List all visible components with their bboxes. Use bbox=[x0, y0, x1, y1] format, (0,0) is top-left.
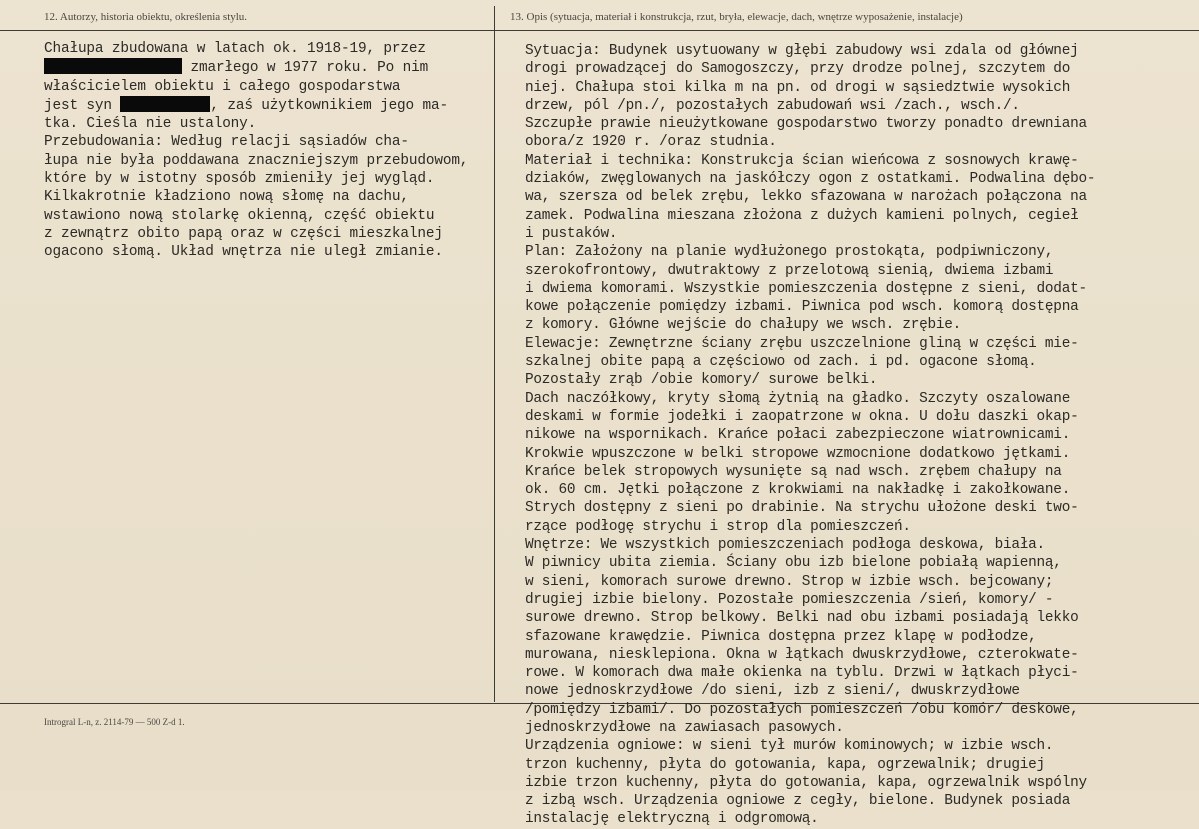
history-line: zmarłego w 1977 roku. Po nim bbox=[182, 60, 429, 77]
description-line: nikowe na wspornikach. Krańce połaci zabezpieczone wiatrownicami. bbox=[525, 427, 1071, 444]
description-line: i pustaków. bbox=[525, 225, 618, 242]
description-line: /pomiędzy izbami/. Do pozostałych pomieszczeń /obu komór/ deskowe, bbox=[525, 701, 1079, 718]
description-line: Krańce belek stropowych wysunięte są nad wsch. zrębem chałupy na bbox=[525, 463, 1062, 480]
history-line: które by w istotny sposób zmieniły jej wygląd. bbox=[44, 171, 435, 188]
history-line: Kilkakrotnie kładziono nową słomę na dachu, bbox=[44, 189, 409, 206]
description-line: szerokofrontowy, dwutraktowy z przelotową sienią, dwiema izbami bbox=[525, 262, 1054, 279]
description-line: Plan: Założony na planie wydłużonego prostokąta, podpiwniczony, bbox=[525, 244, 1054, 261]
description-line: instalację elektryczną i odgromową. bbox=[525, 811, 819, 828]
description-line: jednoskrzydłowe na zawiasach pasowych. bbox=[525, 719, 844, 736]
description-line: ok. 60 cm. Jętki połączone z krokwiami na nakładkę i zakołkowane. bbox=[525, 482, 1071, 499]
description-line: z izbą wsch. Urządzenia ogniowe z cegły, bielone. Budynek posiada bbox=[525, 793, 1071, 810]
history-line: jest syn bbox=[44, 97, 121, 114]
description-line: izbie trzon kuchenny, płyta do gotowania, kapa, ogrzewalnik wspólny bbox=[525, 774, 1087, 791]
description-line: wa, szersza od belek zrębu, lekko sfazowana w narożach połączona na bbox=[525, 189, 1087, 206]
description-line: Dach naczółkowy, kryty słomą żytnią na gładko. Szczyty oszalowane bbox=[525, 390, 1071, 407]
description-line: Sytuacja: Budynek usytuowany w głębi zabudowy wsi zdala od głównej bbox=[525, 43, 1079, 59]
description-line: kowe połączenie pomiędzy izbami. Piwnica pod wsch. komorą dostępna bbox=[525, 299, 1079, 316]
description-line: rowe. W komorach dwa małe okienka na tyblu. Drzwi w łątkach płyci- bbox=[525, 665, 1079, 682]
description-line: surowe drewno. Strop belkowy. Belki nad obu izbami posiadają lekko bbox=[525, 610, 1079, 627]
history-line: właścicielem obiektu i całego gospodarstwa bbox=[44, 78, 401, 95]
description-line: Krokwie wpuszczone w belki stropowe wzmocnione dodatkowo jętkami. bbox=[525, 445, 1071, 462]
history-line: łupa nie była poddawana znaczniejszym przebudowom, bbox=[44, 152, 469, 169]
redacted-name-block bbox=[44, 58, 182, 74]
top-rule bbox=[0, 30, 1199, 31]
description-line: drzew, pól /pn./, pozostałych zabudowań wsi /zach., wsch./. bbox=[525, 97, 1020, 114]
description-line: i dwiema komorami. Wszystkie pomieszczenia dostępne z sieni, dodat- bbox=[525, 280, 1087, 297]
history-line: , zaś użytkownikiem jego ma- bbox=[210, 97, 448, 114]
description-line: obora/z 1920 r. /oraz studnia. bbox=[525, 134, 777, 151]
history-line: ogacono słomą. Układ wnętrza nie uległ zmianie. bbox=[44, 244, 443, 261]
description-line: rzące podłogę strychu i strop dla pomieszczeń. bbox=[525, 518, 911, 535]
description-line: nowe jednoskrzydłowe /do sieni, izb z sieni/, dwuskrzydłowe bbox=[525, 683, 1020, 700]
description-line: sfazowane krawędzie. Piwnica dostępna przez klapę w podłodze, bbox=[525, 628, 1037, 645]
description-line: niej. Chałupa stoi kilka m na pn. od drogi w sąsiedztwie wysokich bbox=[525, 79, 1071, 96]
history-line: z zewnątrz obito papą oraz w części mieszkalnej bbox=[44, 225, 443, 242]
description-line: W piwnicy ubita ziemia. Ściany obu izb bielone pobiałą wapienną, bbox=[525, 555, 1062, 572]
description-line: deskami w formie jodełki i zaopatrzone w okna. U dołu daszki okap- bbox=[525, 408, 1079, 425]
description-text bbox=[525, 42, 1095, 829]
description-line: szkalnej obite papą a częściowo od zach. i pd. ogacone słomą. bbox=[525, 354, 1037, 371]
history-line: Chałupa zbudowana w latach ok. 1918-19, przez bbox=[44, 41, 426, 57]
description-line: z komory. Główne wejście do chałupy we wsch. zrębie. bbox=[525, 317, 962, 334]
description-line: Strych dostępny z sieni po drabinie. Na strychu ułożone deski two- bbox=[525, 500, 1079, 517]
description-line: w sieni, komorach surowe drewno. Strop w izbie wsch. bejcowany; bbox=[525, 573, 1054, 590]
section-13-heading: 13. Opis (sytuacja, materiał i konstrukcja, rzut, bryła, elewacje, dach, wnętrze wyposażenie, instalacje) bbox=[510, 11, 963, 23]
redacted-name-block bbox=[120, 96, 210, 112]
history-line: Przebudowania: Według relacji sąsiadów cha- bbox=[44, 134, 409, 151]
column-divider bbox=[494, 6, 495, 702]
description-line: Wnętrze: We wszystkich pomieszczeniach podłoga deskowa, biała. bbox=[525, 537, 1045, 554]
description-line: Pozostały zrąb /obie komory/ surowe belki. bbox=[525, 372, 878, 389]
description-line: Elewacje: Zewnętrzne ściany zrębu uszczelnione gliną w części mie- bbox=[525, 335, 1079, 352]
description-line: drogi prowadzącej do Samogoszczy, przy drodze polnej, szczytem do bbox=[525, 61, 1071, 78]
history-line: wstawiono nową stolarkę okienną, część obiektu bbox=[44, 207, 435, 224]
description-line: Materiał i technika: Konstrukcja ścian wieńcowa z sosnowych krawę- bbox=[525, 152, 1079, 169]
description-line: Szczupłe prawie nieużytkowane gospodarstwo tworzy ponadto drewniana bbox=[525, 116, 1087, 133]
description-line: zamek. Podwalina mieszana złożona z dużych kamieni polnych, cegieł bbox=[525, 207, 1079, 224]
description-line: murowana, niesklepiona. Okna w łątkach dwuskrzydłowe, czterokwate- bbox=[525, 646, 1079, 663]
description-line: drugiej izbie bielony. Pozostałe pomieszczenia /sień, komory/ - bbox=[525, 591, 1054, 608]
description-line: dziaków, zwęglowanych na jaskółczy ogon z ostatkami. Podwalina dębo- bbox=[525, 171, 1096, 188]
history-line: tka. Cieśla nie ustalony. bbox=[44, 116, 257, 133]
history-text bbox=[44, 40, 468, 262]
printer-imprint: Introgral L-n, z. 2114-79 — 500 Z-d 1. bbox=[44, 717, 185, 727]
description-line: Urządzenia ogniowe: w sieni tył murów kominowych; w izbie wsch. bbox=[525, 738, 1054, 755]
description-line: trzon kuchenny, płyta do gotowania, kapa, ogrzewalnik; drugiej bbox=[525, 756, 1045, 773]
section-12-heading: 12. Autorzy, historia obiektu, określenia stylu. bbox=[44, 11, 248, 23]
